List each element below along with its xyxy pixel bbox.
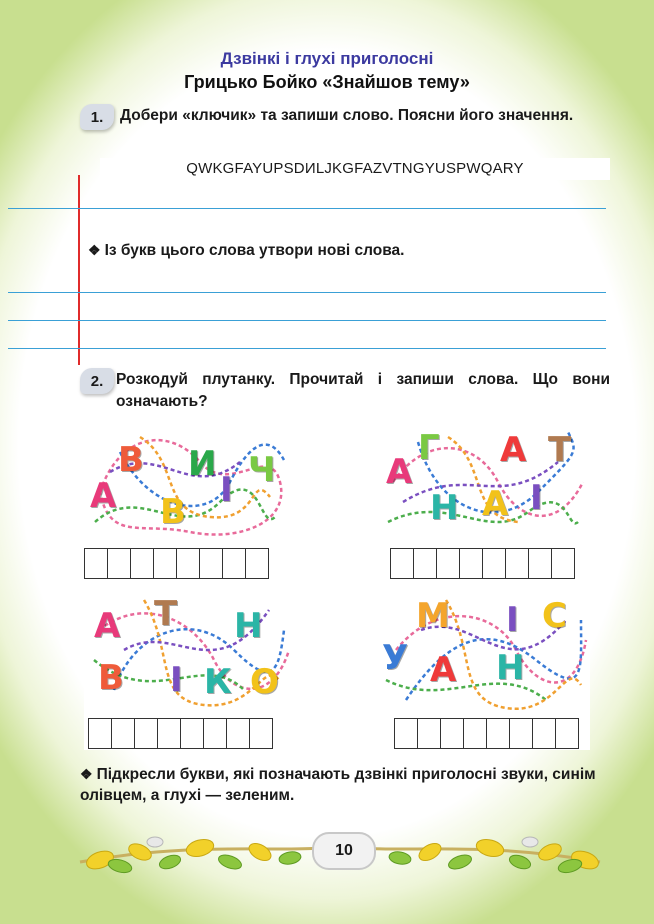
answer-cells[interactable] — [394, 718, 579, 749]
subtask-instruction — [88, 242, 404, 260]
answer-cell[interactable] — [203, 718, 226, 749]
answer-cell[interactable] — [463, 718, 486, 749]
puzzle-letter: А — [500, 430, 527, 470]
puzzle-letter: В — [160, 492, 186, 532]
puzzle-panel-1 — [80, 422, 290, 582]
writing-line[interactable] — [8, 208, 606, 209]
puzzle-letter: І — [530, 478, 543, 518]
cipher-string: QWKGFAYUPSDИLJKGFAZVTNGYUSPWQARY — [100, 158, 610, 180]
page-number: 10 — [312, 832, 376, 870]
puzzle-letter: С — [542, 596, 567, 636]
answer-cell[interactable] — [436, 548, 459, 579]
answer-cell[interactable] — [551, 548, 575, 579]
puzzle-letter: Н — [496, 648, 525, 688]
answer-cell[interactable] — [532, 718, 555, 749]
puzzle-letter: Ч — [248, 450, 276, 490]
puzzle-letter: И — [188, 444, 217, 484]
story-title: Грицько Бойко «Знайшов тему» — [184, 72, 470, 92]
answer-cell[interactable] — [394, 718, 417, 749]
task-number-badge: 2. — [80, 368, 114, 394]
writing-line[interactable] — [8, 292, 606, 293]
final-instruction — [80, 764, 610, 806]
puzzle-letter: Н — [234, 606, 263, 646]
answer-cell[interactable] — [249, 718, 273, 749]
puzzle-letter: Т — [154, 594, 178, 634]
puzzle-letter: І — [506, 600, 519, 640]
answer-cell[interactable] — [88, 718, 111, 749]
puzzle-panel-2 — [378, 422, 590, 582]
puzzle-letter: Т — [548, 430, 572, 470]
answer-cell[interactable] — [157, 718, 180, 749]
puzzle-panel-3 — [84, 590, 294, 750]
answer-cell[interactable] — [84, 548, 107, 579]
answer-cell[interactable] — [245, 548, 269, 579]
answer-cell[interactable] — [459, 548, 482, 579]
puzzle-letter: В — [98, 658, 124, 698]
answer-cell[interactable] — [505, 548, 528, 579]
diamond-bullet-icon: ❖ — [80, 766, 93, 782]
section-title: Дзвінкі і глухі приголосні — [220, 49, 434, 68]
answer-cell[interactable] — [226, 718, 249, 749]
puzzle-letter: А — [94, 606, 121, 646]
answer-cell[interactable] — [107, 548, 130, 579]
puzzle-letter: О — [250, 662, 279, 702]
answer-cell[interactable] — [176, 548, 199, 579]
task1-text: Добери «ключик» та запиши слово. Поясни його значення. — [120, 107, 574, 124]
task1-instruction — [120, 105, 610, 127]
answer-cell[interactable] — [528, 548, 551, 579]
answer-cell[interactable] — [153, 548, 176, 579]
puzzle-letter: М — [416, 596, 450, 636]
puzzle-letter: А — [90, 476, 117, 516]
answer-cell[interactable] — [555, 718, 579, 749]
answer-cell[interactable] — [482, 548, 505, 579]
answer-cell[interactable] — [413, 548, 436, 579]
answer-cell[interactable] — [509, 718, 532, 749]
diamond-bullet-icon: ❖ — [88, 242, 101, 258]
answer-cell[interactable] — [180, 718, 203, 749]
answer-cell[interactable] — [486, 718, 509, 749]
puzzle-letter: У — [382, 638, 409, 678]
final-instruction-text: Підкресли букви, які позначають дзвінкі приголосні звуки, синім олівцем, а глухі — зеленим. — [80, 766, 596, 804]
puzzle-letter: А — [386, 452, 413, 492]
answer-cell[interactable] — [199, 548, 222, 579]
writing-line[interactable] — [8, 348, 606, 349]
subtask-text: Із букв цього слова утвори нові слова. — [104, 242, 405, 259]
puzzle-letter: К — [204, 662, 232, 702]
task-number-badge: 1. — [80, 104, 114, 130]
answer-cell[interactable] — [130, 548, 153, 579]
puzzle-panel-4 — [376, 590, 590, 750]
answer-cell[interactable] — [440, 718, 463, 749]
task2-instruction: Розкодуй плутанку. Прочитай і запиши слова. Що вони означають? — [116, 371, 610, 410]
puzzle-letter: А — [482, 484, 509, 524]
answer-cell[interactable] — [390, 548, 413, 579]
answer-cells[interactable] — [390, 548, 575, 579]
puzzle-letter: В — [118, 440, 144, 480]
answer-cells[interactable] — [88, 718, 273, 749]
puzzle-letter: А — [430, 650, 457, 690]
answer-cell[interactable] — [222, 548, 245, 579]
puzzle-letter: І — [220, 470, 233, 510]
answer-cell[interactable] — [111, 718, 134, 749]
puzzle-letter: Н — [430, 488, 459, 528]
answer-cell[interactable] — [417, 718, 440, 749]
puzzle-letter: Г — [418, 428, 440, 468]
answer-cells[interactable] — [84, 548, 269, 579]
margin-line — [78, 175, 80, 365]
puzzle-letter: І — [170, 660, 183, 700]
answer-cell[interactable] — [134, 718, 157, 749]
writing-line[interactable] — [8, 320, 606, 321]
